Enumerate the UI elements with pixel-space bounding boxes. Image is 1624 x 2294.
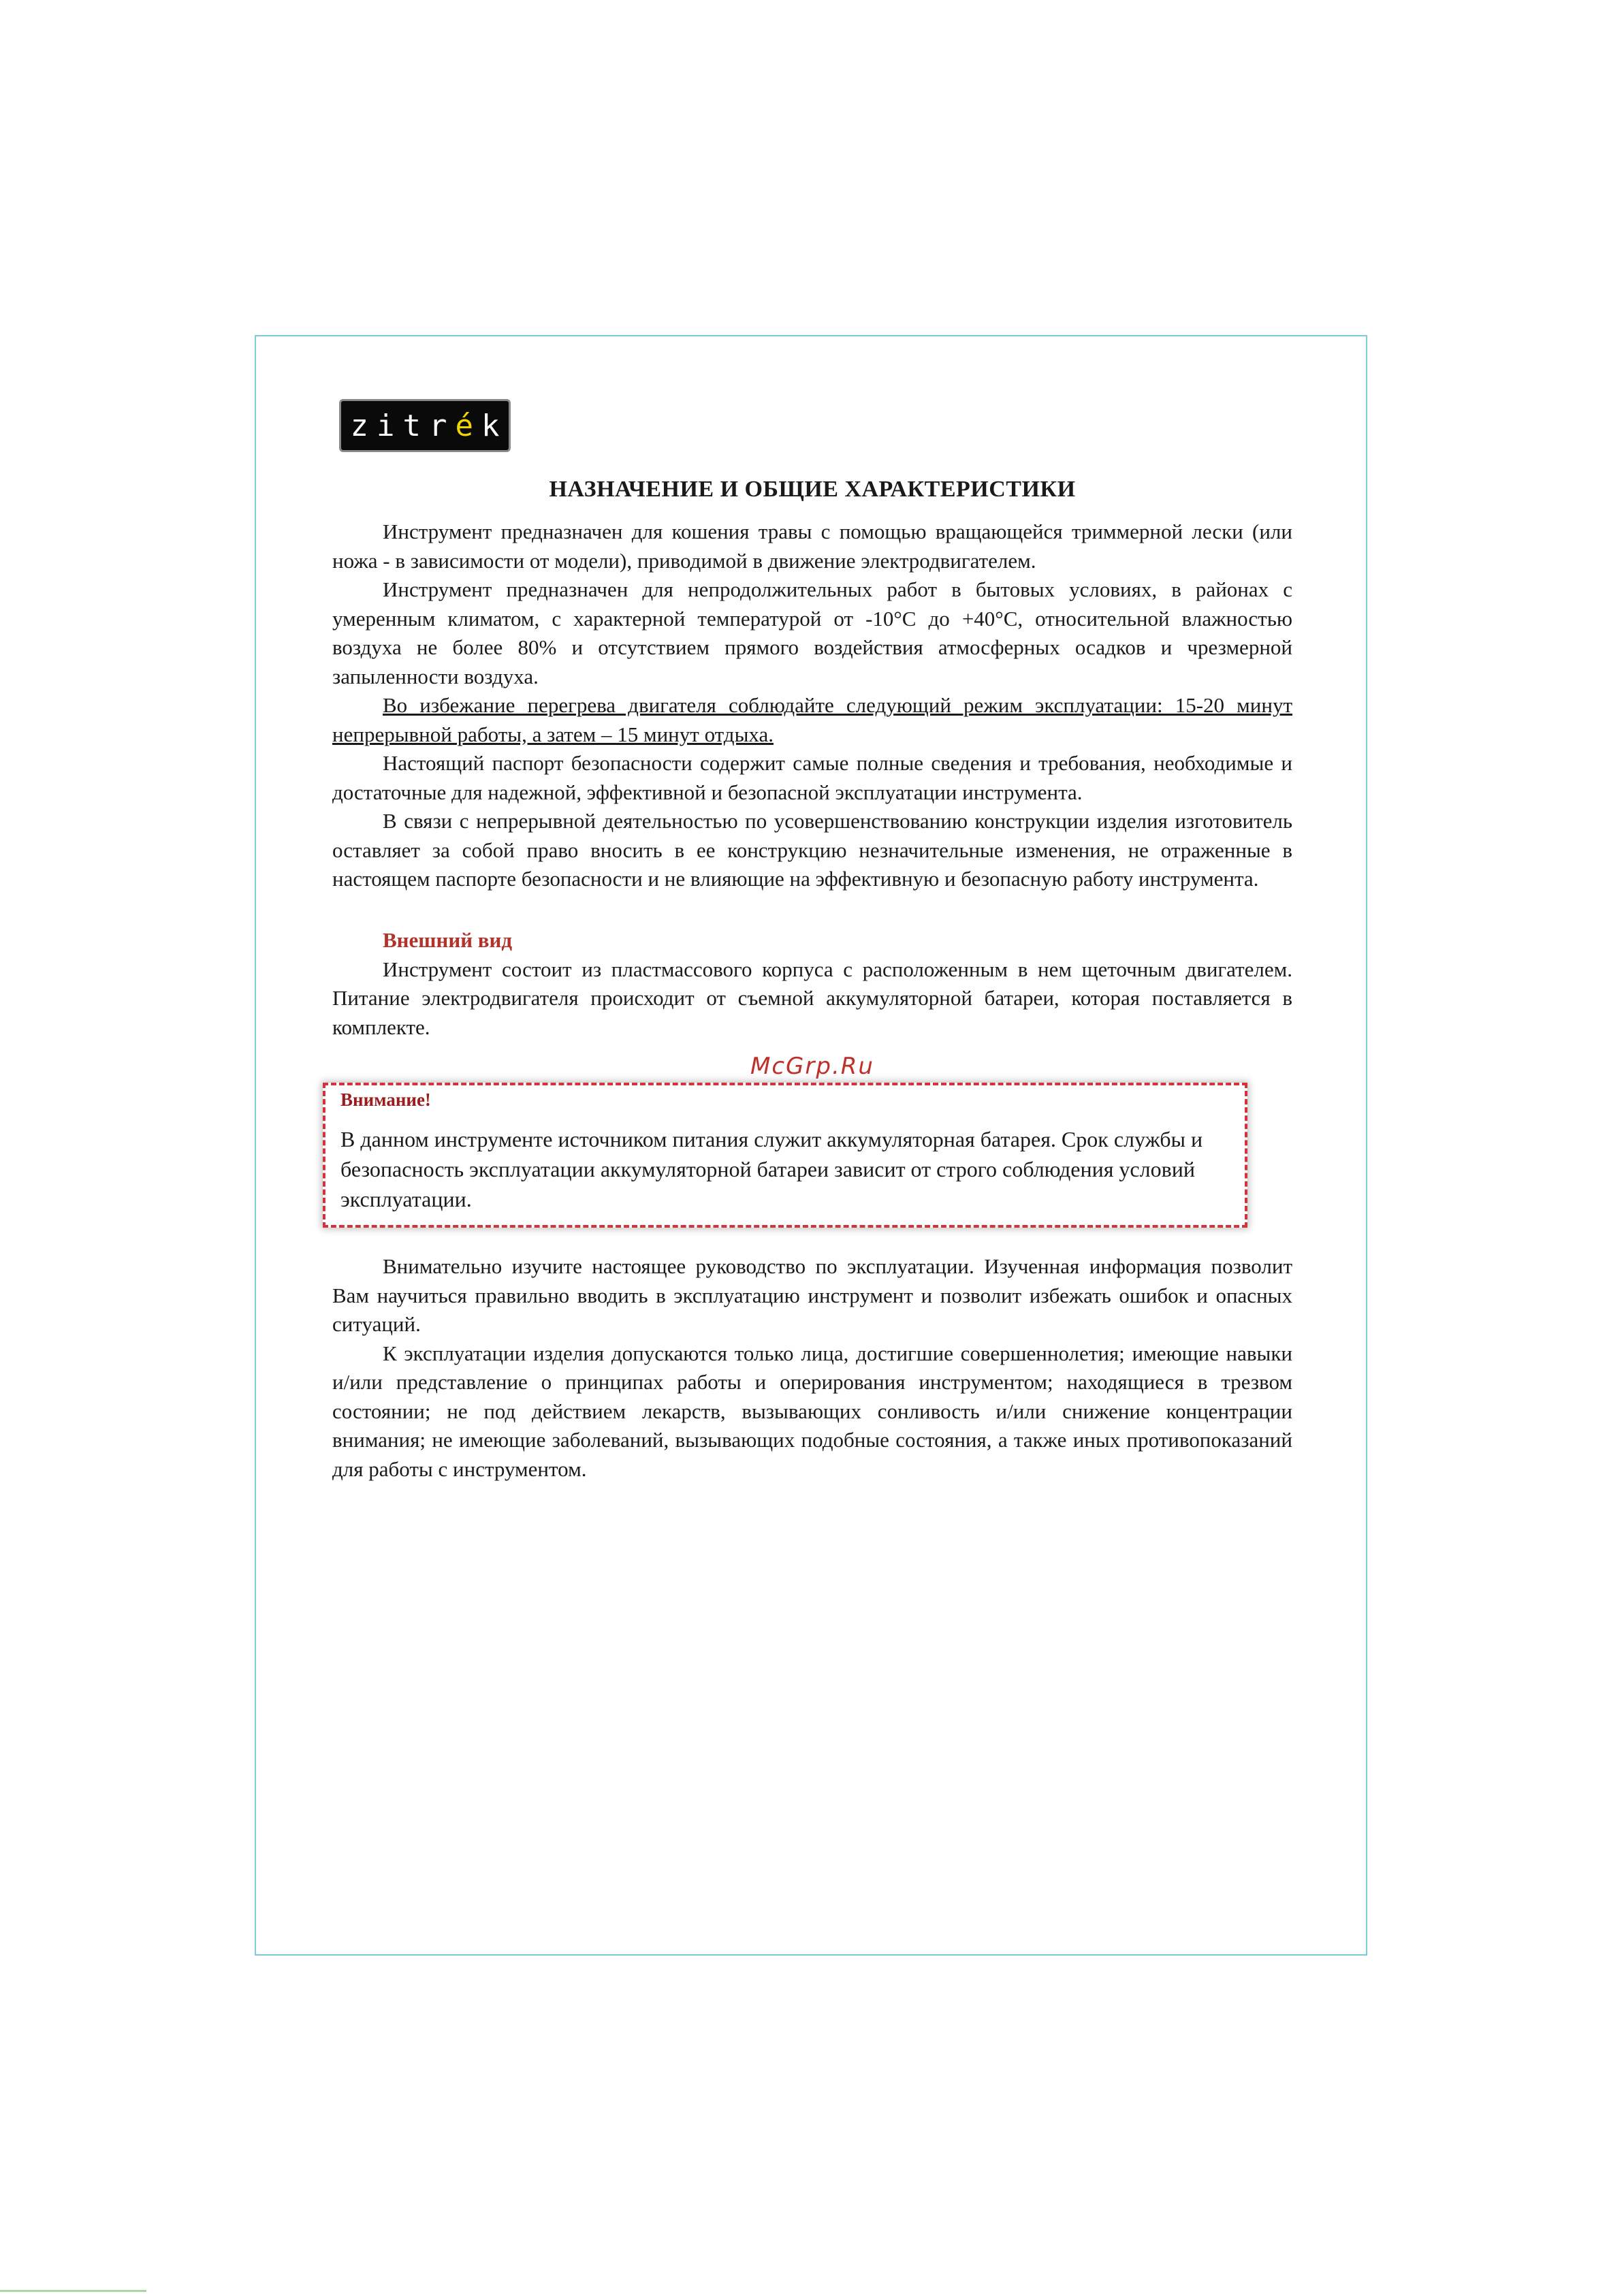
logo-text-end: k: [481, 408, 508, 443]
page-edge-mark: [0, 2290, 146, 2292]
logo-text-start: zitr: [350, 408, 456, 443]
section-heading-appearance: Внешний вид: [383, 927, 513, 952]
page-title: НАЗНАЧЕНИЕ И ОБЩИЕ ХАРАКТЕРИСТИКИ: [549, 477, 1076, 502]
paragraph-operating-mode: Во избежание перегрева двигателя соблюдайте следующий режим эксплуатации: 15-20 минут непрерывной работы, а затем – 15 минут отдыха.: [332, 693, 1292, 746]
paragraph-appearance: Инструмент состоит из пластмассового корпуса с расположенным в нем щеточным двигателем. Питание электродвигателя происходит от съемной аккумуляторной батареи, которая поставляется в комплекте.: [332, 957, 1292, 1039]
warning-text: В данном инструменте источником питания служит аккумуляторная батарея. Срок службы и безопасность эксплуатации аккумуляторной батареи зависит от строго соблюдения условий эксплуатации.: [340, 1127, 1203, 1211]
paragraph-conditions: Инструмент предназначен для непродолжительных работ в бытовых условиях, в районах с умеренным климатом, с характерной температурой от -10°С до +40°С, относительной влажностью воздуха не более 80% и отсутствием прямого воздействия атмосферных осадков и чрезмерной запыленности воздуха.: [332, 577, 1292, 688]
warning-box: [323, 1083, 1247, 1228]
paragraph-passport: Настоящий паспорт безопасности содержит самые полные сведения и требования, необходимые и достаточные для надежной, эффективной и безопасной эксплуатации инструмента.: [332, 751, 1292, 804]
warning-title: Внимание!: [340, 1089, 431, 1110]
logo-text-accent: é: [455, 408, 481, 443]
watermark: McGrp.Ru: [750, 1053, 874, 1080]
paragraph-operator-requirements: К эксплуатации изделия допускаются только лица, достигшие совершеннолетия; имеющие навыки и/или представление о принципах работы и оперирования инструментом; находящиеся в трезвом состоянии; не под действием лекарств, вызывающих сонливость и/или снижение концентрации внимания; не имеющие заболеваний, вызывающих подобные состояния, а также иных противопоказаний для работы с инструментом.: [332, 1341, 1292, 1481]
document-body: [332, 477, 1292, 1484]
paragraph-purpose: Инструмент предназначен для кошения травы с помощью вращающейся триммерной лески (или ножа - в зависимости от модели), приводимой в движение электродвигателем.: [332, 520, 1292, 573]
zitrek-logo: [339, 399, 511, 452]
paragraph-manufacturer-rights: В связи с непрерывной деятельностью по усовершенствованию конструкции изделия изготовитель оставляет за собой право вносить в ее конструкцию незначительные изменения, не отраженные в настоящем паспорте безопасности и не влияющие на эффективную и безопасную работу инструмента.: [332, 809, 1292, 891]
paragraph-read-manual: Внимательно изучите настоящее руководство по эксплуатации. Изученная информация позволит Вам научиться правильно вводить в эксплуатацию инструмент и позволит избежать ошибок и опасных ситуаций.: [332, 1254, 1292, 1336]
